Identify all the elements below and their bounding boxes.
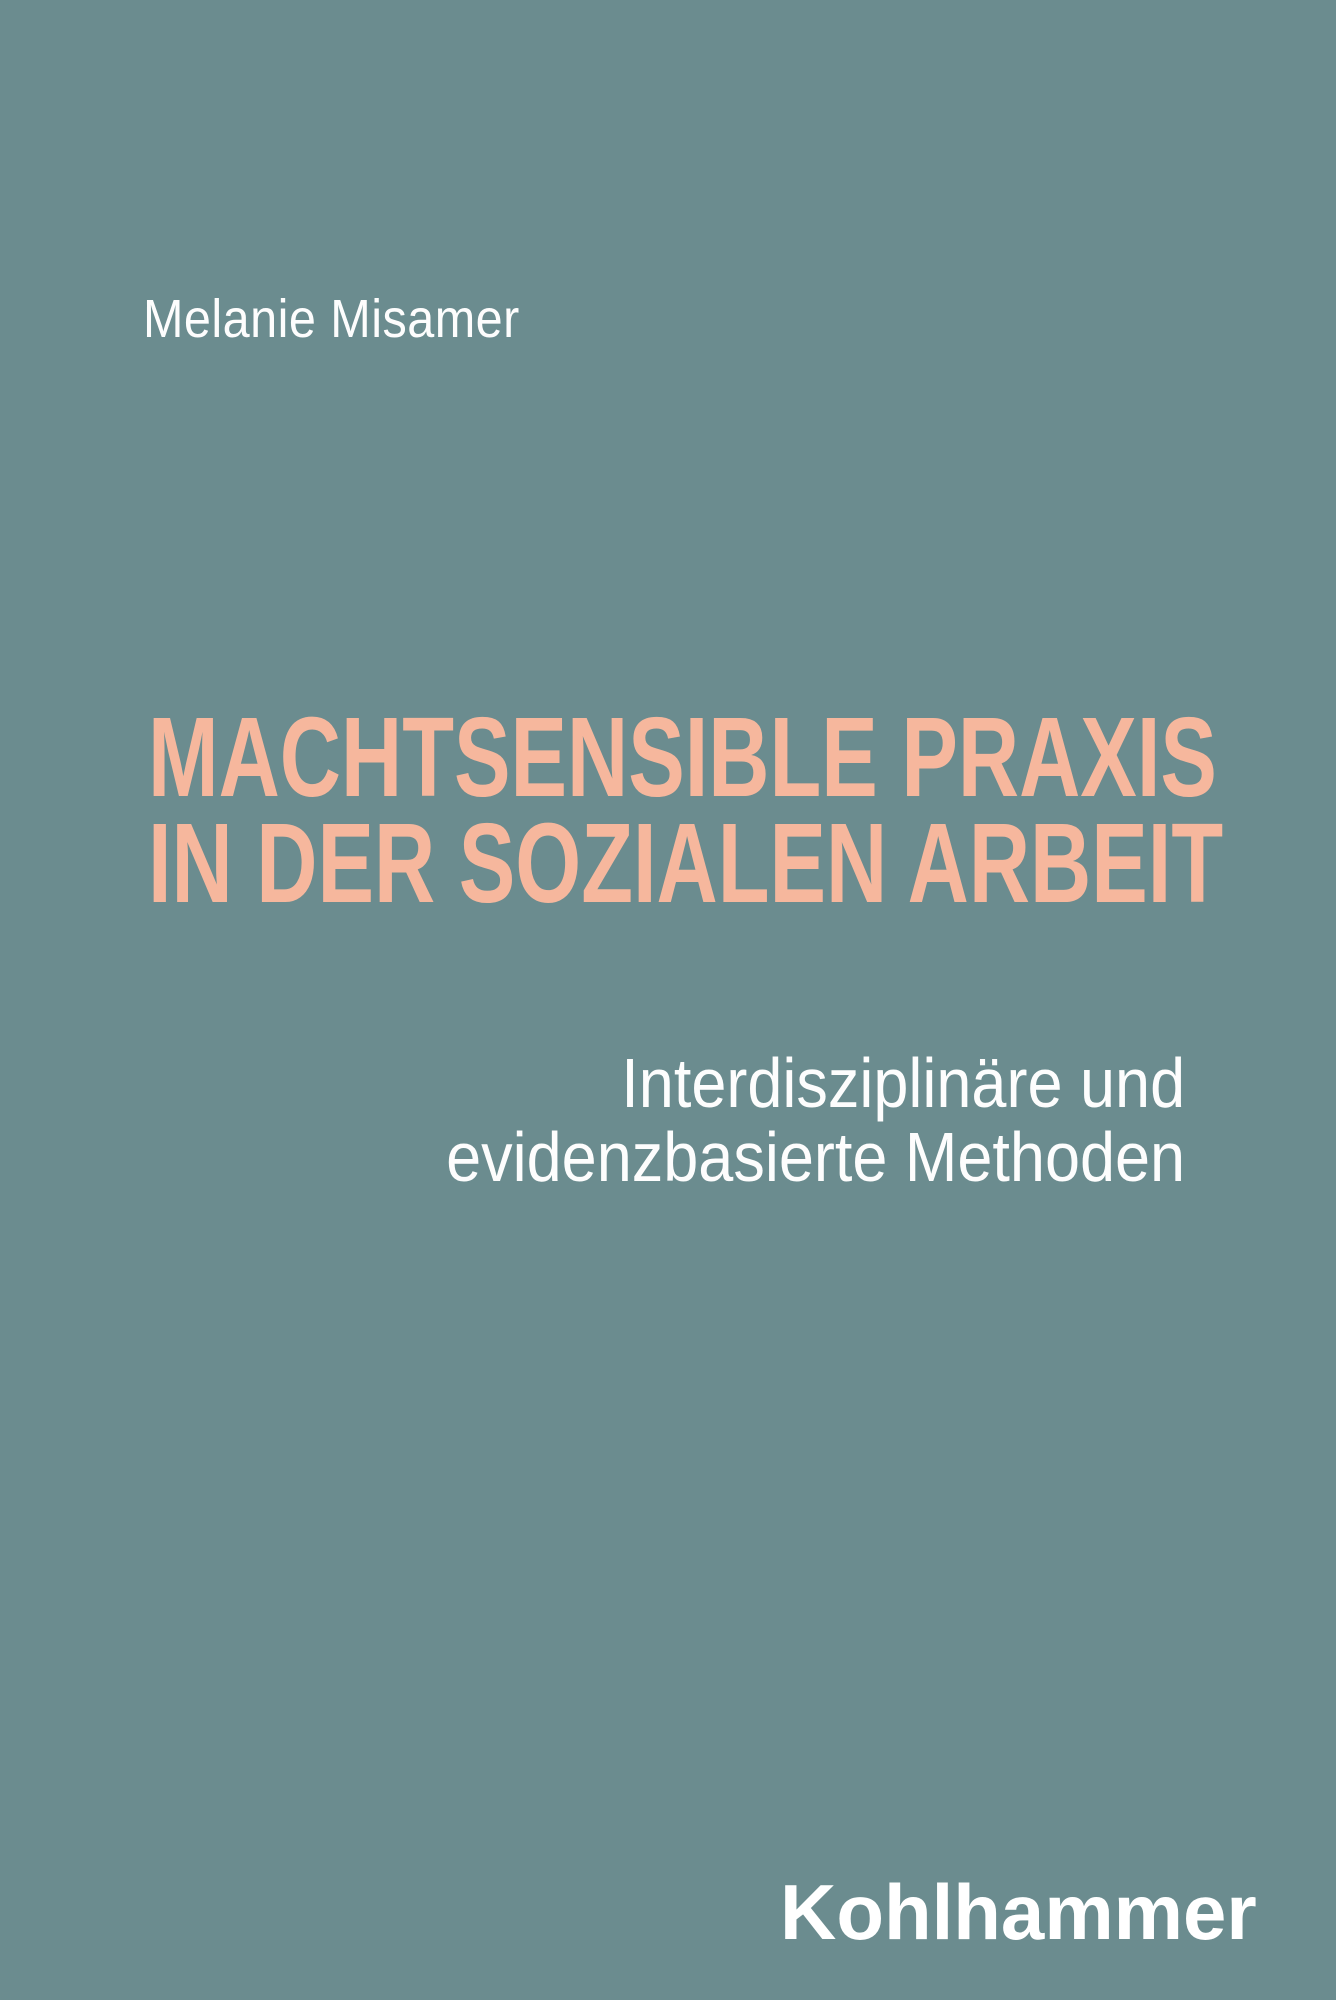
subtitle-line-2: evidenzbasierte Methoden [446, 1118, 1185, 1196]
publisher-logo: Kohlhammer [780, 1868, 1257, 1956]
book-subtitle [446, 1046, 1185, 1194]
book-title [148, 694, 1224, 926]
title-line-1: MACHTSENSIBLE PRAXIS [148, 694, 1217, 820]
author-name: Melanie Misamer [143, 289, 520, 349]
title-line-2: IN DER SOZIALEN ARBEIT [148, 800, 1224, 926]
subtitle-line-1: Interdisziplinäre und [621, 1044, 1185, 1122]
